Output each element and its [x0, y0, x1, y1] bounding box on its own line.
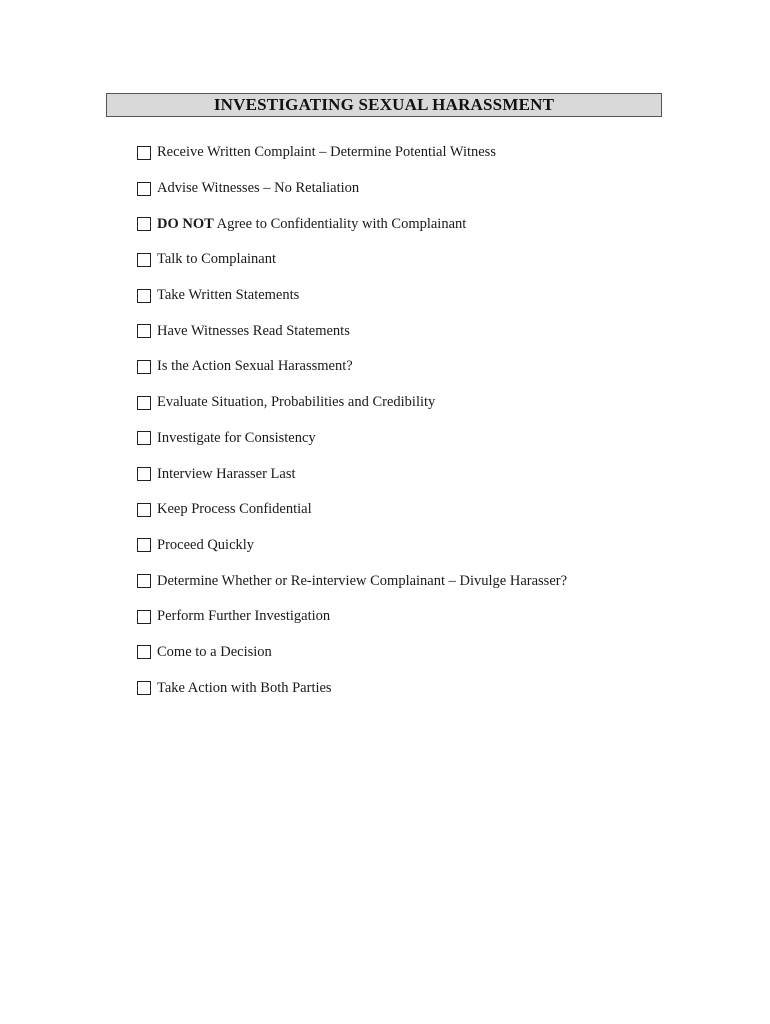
checklist-item — [137, 278, 567, 314]
checklist-item — [137, 563, 567, 599]
checklist-item-label — [157, 501, 312, 518]
checklist-item-label — [157, 644, 272, 661]
checkbox[interactable] — [137, 324, 151, 338]
checklist-item-emphasis: DO NOT — [157, 215, 214, 232]
checkbox[interactable] — [137, 396, 151, 410]
checklist-item-text: Interview Harasser Last — [157, 465, 296, 482]
checklist-item-text: Talk to Complainant — [157, 251, 276, 268]
checkbox[interactable] — [137, 182, 151, 196]
checklist-item — [137, 313, 567, 349]
checklist-item — [137, 456, 567, 492]
checklist-item-text: Advise Witnesses – No Retaliation — [157, 180, 360, 197]
checkbox[interactable] — [137, 146, 151, 160]
checklist-item-text: Receive Written Complaint – Determine Potential Witness — [157, 144, 496, 161]
checklist-item-text: Investigate for Consistency — [157, 429, 316, 446]
checklist-item-label — [157, 466, 296, 483]
checklist-item-label — [157, 358, 353, 375]
checklist-item-label — [157, 251, 276, 268]
checklist-item-label — [157, 216, 466, 233]
checkbox[interactable] — [137, 645, 151, 659]
checklist-item — [137, 385, 567, 421]
checklist-item — [137, 206, 567, 242]
checklist-item-label — [157, 323, 350, 340]
checklist-item-text: Come to a Decision — [157, 643, 272, 660]
checklist-item-label — [157, 394, 435, 411]
checkbox[interactable] — [137, 610, 151, 624]
checkbox[interactable] — [137, 467, 151, 481]
checklist-item-label — [157, 608, 330, 625]
checklist-item — [137, 135, 567, 171]
checkbox[interactable] — [137, 360, 151, 374]
checklist-item — [137, 528, 567, 564]
checklist-item — [137, 349, 567, 385]
checklist-item-text: Proceed Quickly — [157, 536, 255, 553]
checklist-item — [137, 242, 567, 278]
checkbox[interactable] — [137, 503, 151, 517]
checklist-item-text: Keep Process Confidential — [157, 501, 312, 518]
checkbox[interactable] — [137, 289, 151, 303]
checklist-item-text: Agree to Confidentiality with Complainant — [213, 215, 467, 232]
checkbox[interactable] — [137, 431, 151, 445]
checklist-item-label — [157, 430, 316, 447]
checklist-item — [137, 670, 567, 706]
checkbox[interactable] — [137, 681, 151, 695]
checklist-item-label — [157, 680, 332, 697]
checklist-item — [137, 421, 567, 457]
checkbox[interactable] — [137, 574, 151, 588]
checklist-item-text: Perform Further Investigation — [157, 608, 331, 625]
checklist-item — [137, 635, 567, 671]
checklist-item-label — [157, 180, 359, 197]
checklist-item-label — [157, 287, 299, 304]
checklist-item — [137, 599, 567, 635]
checklist-item-text: Take Action with Both Parties — [157, 679, 332, 696]
checklist-item-text: Evaluate Situation, Probabilities and Credibility — [157, 394, 436, 411]
checklist — [137, 135, 567, 706]
checklist-item-label — [157, 144, 496, 161]
checklist-item-text: Determine Whether or Re-interview Complainant – Divulge Harasser? — [157, 572, 568, 589]
checkbox[interactable] — [137, 217, 151, 231]
checkbox[interactable] — [137, 253, 151, 267]
checklist-item — [137, 492, 567, 528]
page-title: INVESTIGATING SEXUAL HARASSMENT — [106, 93, 662, 117]
checkbox[interactable] — [137, 538, 151, 552]
checklist-item-label — [157, 573, 567, 590]
checklist-item — [137, 171, 567, 207]
checklist-item-text: Have Witnesses Read Statements — [157, 322, 350, 339]
checklist-item-text: Take Written Statements — [157, 287, 300, 304]
checklist-item-label — [157, 537, 254, 554]
checklist-item-text: Is the Action Sexual Harassment? — [157, 358, 353, 375]
